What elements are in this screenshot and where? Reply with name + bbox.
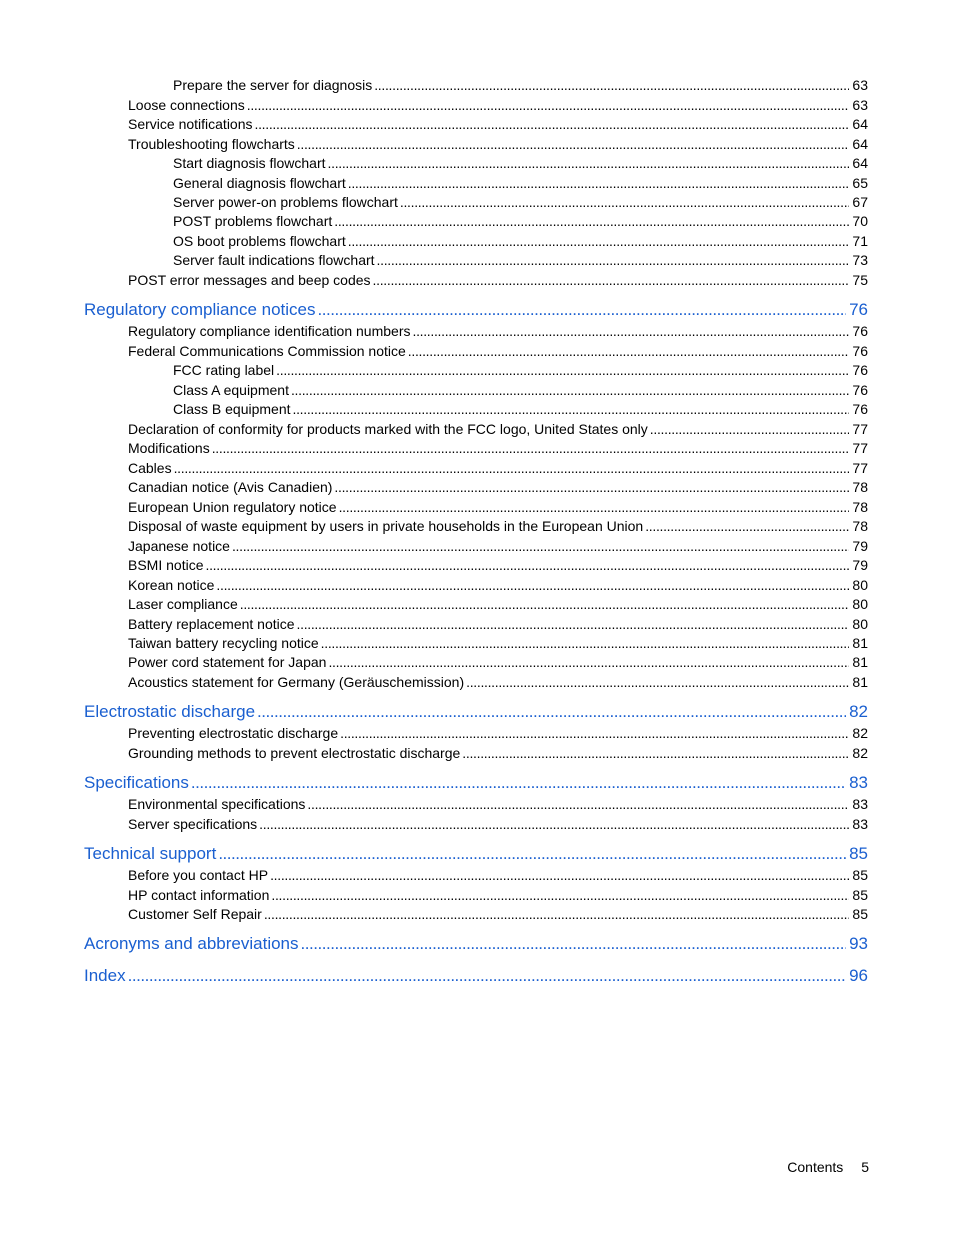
toc-section-entry[interactable]: [128, 576, 868, 594]
toc-section-entry[interactable]: [173, 361, 868, 379]
toc-section-entry[interactable]: [128, 673, 868, 691]
toc-dot-leader: [293, 400, 850, 418]
toc-dot-leader: [377, 251, 850, 269]
toc-dot-leader: [408, 342, 850, 360]
toc-dot-leader: [128, 965, 846, 987]
toc-entry-title: Customer Self Repair: [128, 906, 262, 922]
toc-section-entry[interactable]: [173, 232, 868, 250]
toc-entry-title: POST problems flowchart: [173, 213, 333, 229]
page-footer: [787, 1158, 869, 1176]
toc-entry-title: Index: [84, 966, 126, 985]
toc-entry-title: Grounding methods to prevent electrostatic discharge: [128, 745, 461, 761]
toc-entry-page-number: 85: [852, 867, 868, 883]
toc-dot-leader: [205, 556, 849, 574]
toc-section-entry[interactable]: [128, 498, 868, 516]
toc-chapter-entry[interactable]: [84, 843, 868, 865]
toc-dot-leader: [240, 595, 850, 613]
toc-entry-page-number: 67: [852, 194, 868, 210]
toc-dot-leader: [328, 653, 849, 671]
toc-entry-page-number: 85: [852, 906, 868, 922]
toc-entry-page-number: 77: [852, 440, 868, 456]
toc-section-entry[interactable]: [173, 76, 868, 94]
toc-entry-page-number: 63: [852, 77, 868, 93]
toc-entry-title: Federal Communications Commission notice: [128, 343, 406, 359]
toc-entry-page-number: 77: [852, 421, 868, 437]
toc-dot-leader: [264, 905, 850, 923]
toc-chapter-entry[interactable]: [84, 701, 868, 723]
toc-entry-title: Acronyms and abbreviations: [84, 934, 299, 953]
toc-entry-title: Before you contact HP: [128, 867, 269, 883]
toc-entry-title: Environmental specifications: [128, 796, 306, 812]
toc-dot-leader: [216, 576, 849, 594]
toc-entry-page-number: 64: [852, 155, 868, 171]
toc-entry-title: Canadian notice (Avis Canadien): [128, 479, 333, 495]
toc-entry-title: Regulatory compliance identification numbers: [128, 323, 411, 339]
toc-entry-page-number: 81: [852, 674, 868, 690]
toc-entry-title: Japanese notice: [128, 538, 230, 554]
toc-entry-page-number: 80: [852, 596, 868, 612]
toc-entry-page-number: 83: [852, 816, 868, 832]
toc-section-entry[interactable]: [128, 815, 868, 833]
toc-entry-page-number: 80: [852, 616, 868, 632]
toc-entry-title: Class B equipment: [173, 401, 291, 417]
toc-entry-title: OS boot problems flowchart: [173, 233, 346, 249]
toc-section-entry[interactable]: [173, 381, 868, 399]
toc-section-entry[interactable]: [128, 744, 868, 762]
toc-entry-title: Modifications: [128, 440, 210, 456]
toc-entry-title: Power cord statement for Japan: [128, 654, 327, 670]
toc-section-entry[interactable]: [128, 886, 868, 904]
toc-entry-page-number: 76: [852, 323, 868, 339]
toc-entry-title: Class A equipment: [173, 382, 289, 398]
toc-entry-page-number: 76: [852, 401, 868, 417]
toc-entry-page-number: 81: [852, 635, 868, 651]
toc-section-entry[interactable]: [128, 342, 868, 360]
toc-entry-page-number: 76: [849, 300, 868, 319]
toc-entry-title: Server specifications: [128, 816, 258, 832]
toc-entry-page-number: 71: [852, 233, 868, 249]
toc-entry-title: POST error messages and beep codes: [128, 272, 371, 288]
toc-dot-leader: [374, 76, 849, 94]
toc-section-entry[interactable]: [128, 439, 868, 457]
toc-section-entry[interactable]: [128, 724, 868, 742]
toc-entry-page-number: 79: [852, 557, 868, 573]
toc-section-entry[interactable]: [128, 653, 868, 671]
toc-chapter-entry[interactable]: [84, 965, 868, 987]
toc-dot-leader: [348, 174, 850, 192]
toc-entry-page-number: 76: [852, 382, 868, 398]
toc-entry-page-number: 78: [852, 479, 868, 495]
toc-entry-title: BSMI notice: [128, 557, 204, 573]
toc-dot-leader: [373, 271, 850, 289]
toc-entry-page-number: 96: [849, 966, 868, 985]
toc-dot-leader: [247, 96, 850, 114]
toc-section-entry[interactable]: [128, 135, 868, 153]
toc-section-entry[interactable]: [173, 174, 868, 192]
toc-dot-leader: [645, 517, 849, 535]
toc-section-entry[interactable]: [128, 271, 868, 289]
toc-entry-title: Declaration of conformity for products marked with the FCC logo, United States only: [128, 421, 648, 437]
toc-dot-leader: [340, 724, 849, 742]
toc-section-entry[interactable]: [128, 115, 868, 133]
toc-entry-page-number: 76: [852, 362, 868, 378]
toc-entry-title: Start diagnosis flowchart: [173, 155, 326, 171]
toc-dot-leader: [328, 154, 850, 172]
toc-entry-title: HP contact information: [128, 887, 270, 903]
toc-entry-title: Disposal of waste equipment by users in private households in the European Union: [128, 518, 644, 534]
toc-entry-page-number: 63: [852, 97, 868, 113]
toc-entry-title: Preventing electrostatic discharge: [128, 725, 339, 741]
toc-section-entry[interactable]: [173, 400, 868, 418]
toc-dot-leader: [297, 135, 850, 153]
toc-dot-leader: [276, 361, 849, 379]
toc-section-entry[interactable]: [128, 517, 868, 535]
footer-page-number: 5: [861, 1159, 869, 1175]
toc-entry-page-number: 73: [852, 252, 868, 268]
toc-entry-page-number: 70: [852, 213, 868, 229]
toc-dot-leader: [334, 212, 849, 230]
toc-section-entry[interactable]: [173, 251, 868, 269]
toc-chapter-entry[interactable]: [84, 933, 868, 955]
toc-section-entry[interactable]: [128, 634, 868, 652]
toc-section-entry[interactable]: [128, 459, 868, 477]
toc-dot-leader: [466, 673, 849, 691]
toc-entry-title: European Union regulatory notice: [128, 499, 337, 515]
toc-section-entry[interactable]: [128, 556, 868, 574]
toc-entry-title: Korean notice: [128, 577, 215, 593]
toc-dot-leader: [412, 322, 849, 340]
toc-entry-page-number: 77: [852, 460, 868, 476]
toc-dot-leader: [348, 232, 850, 250]
toc-section-entry[interactable]: [128, 96, 868, 114]
toc-chapter-entry[interactable]: [84, 772, 868, 794]
toc-entry-page-number: 85: [849, 844, 868, 863]
toc-dot-leader: [212, 439, 850, 457]
toc-entry-page-number: 83: [852, 796, 868, 812]
toc-entry-title: Prepare the server for diagnosis: [173, 77, 373, 93]
toc-dot-leader: [232, 537, 849, 555]
toc-entry-title: Taiwan battery recycling notice: [128, 635, 319, 651]
toc-section-entry[interactable]: [128, 905, 868, 923]
toc-entry-page-number: 75: [852, 272, 868, 288]
toc-entry-page-number: 65: [852, 175, 868, 191]
toc-entry-page-number: 64: [852, 116, 868, 132]
toc-entry-page-number: 80: [852, 577, 868, 593]
toc-entry-page-number: 82: [852, 745, 868, 761]
toc-section-entry[interactable]: [128, 795, 868, 813]
toc-section-entry[interactable]: [128, 866, 868, 884]
toc-dot-leader: [255, 115, 850, 133]
toc-dot-leader: [318, 299, 847, 321]
toc-entry-page-number: 82: [849, 702, 868, 721]
toc-dot-leader: [257, 701, 846, 723]
toc-dot-leader: [334, 478, 849, 496]
toc-entry-title: Service notifications: [128, 116, 253, 132]
toc-entry-title: Regulatory compliance notices: [84, 300, 316, 319]
toc-dot-leader: [271, 886, 849, 904]
toc-entry-title: General diagnosis flowchart: [173, 175, 346, 191]
toc-entry-title: Server fault indications flowchart: [173, 252, 375, 268]
toc-entry-title: Loose connections: [128, 97, 245, 113]
toc-dot-leader: [400, 193, 850, 211]
toc-entry-title: Laser compliance: [128, 596, 238, 612]
toc-section-entry[interactable]: [128, 420, 868, 438]
toc-entry-title: Server power-on problems flowchart: [173, 194, 398, 210]
toc-entry-page-number: 64: [852, 136, 868, 152]
toc-section-entry[interactable]: [173, 154, 868, 172]
toc-entry-title: Specifications: [84, 773, 189, 792]
toc-entry-title: Troubleshooting flowcharts: [128, 136, 295, 152]
toc-dot-leader: [259, 815, 849, 833]
toc-entry-page-number: 82: [852, 725, 868, 741]
toc-section-entry[interactable]: [128, 478, 868, 496]
toc-dot-leader: [218, 843, 846, 865]
toc-entry-page-number: 93: [849, 934, 868, 953]
toc-section-entry[interactable]: [128, 322, 868, 340]
toc-section-entry[interactable]: [173, 212, 868, 230]
toc-entry-title: Technical support: [84, 844, 217, 863]
toc-entry-title: Acoustics statement for Germany (Geräuschemission): [128, 674, 465, 690]
toc-entry-title: Battery replacement notice: [128, 616, 295, 632]
toc-section-entry[interactable]: [128, 537, 868, 555]
toc-entry-page-number: 85: [852, 887, 868, 903]
toc-entry-page-number: 81: [852, 654, 868, 670]
toc-dot-leader: [270, 866, 849, 884]
toc-dot-leader: [321, 634, 850, 652]
toc-dot-leader: [307, 795, 849, 813]
toc-dot-leader: [339, 498, 850, 516]
toc-entry-page-number: 83: [849, 773, 868, 792]
toc-dot-leader: [291, 381, 849, 399]
toc-entry-page-number: 76: [852, 343, 868, 359]
toc-entry-title: FCC rating label: [173, 362, 275, 378]
toc-entry-title: Electrostatic discharge: [84, 702, 256, 721]
toc-entry-page-number: 79: [852, 538, 868, 554]
toc-section-entry[interactable]: [128, 615, 868, 633]
toc-entry-page-number: 78: [852, 518, 868, 534]
toc-section-entry[interactable]: [128, 595, 868, 613]
toc-section-entry[interactable]: [173, 193, 868, 211]
toc-entry-title: Cables: [128, 460, 172, 476]
toc-dot-leader: [191, 772, 846, 794]
toc-dot-leader: [301, 933, 847, 955]
toc-dot-leader: [462, 744, 849, 762]
footer-label: Contents: [787, 1159, 844, 1175]
toc-dot-leader: [650, 420, 850, 438]
toc-entry-page-number: 78: [852, 499, 868, 515]
toc-dot-leader: [174, 459, 850, 477]
toc-chapter-entry[interactable]: [84, 299, 868, 321]
toc-dot-leader: [297, 615, 850, 633]
